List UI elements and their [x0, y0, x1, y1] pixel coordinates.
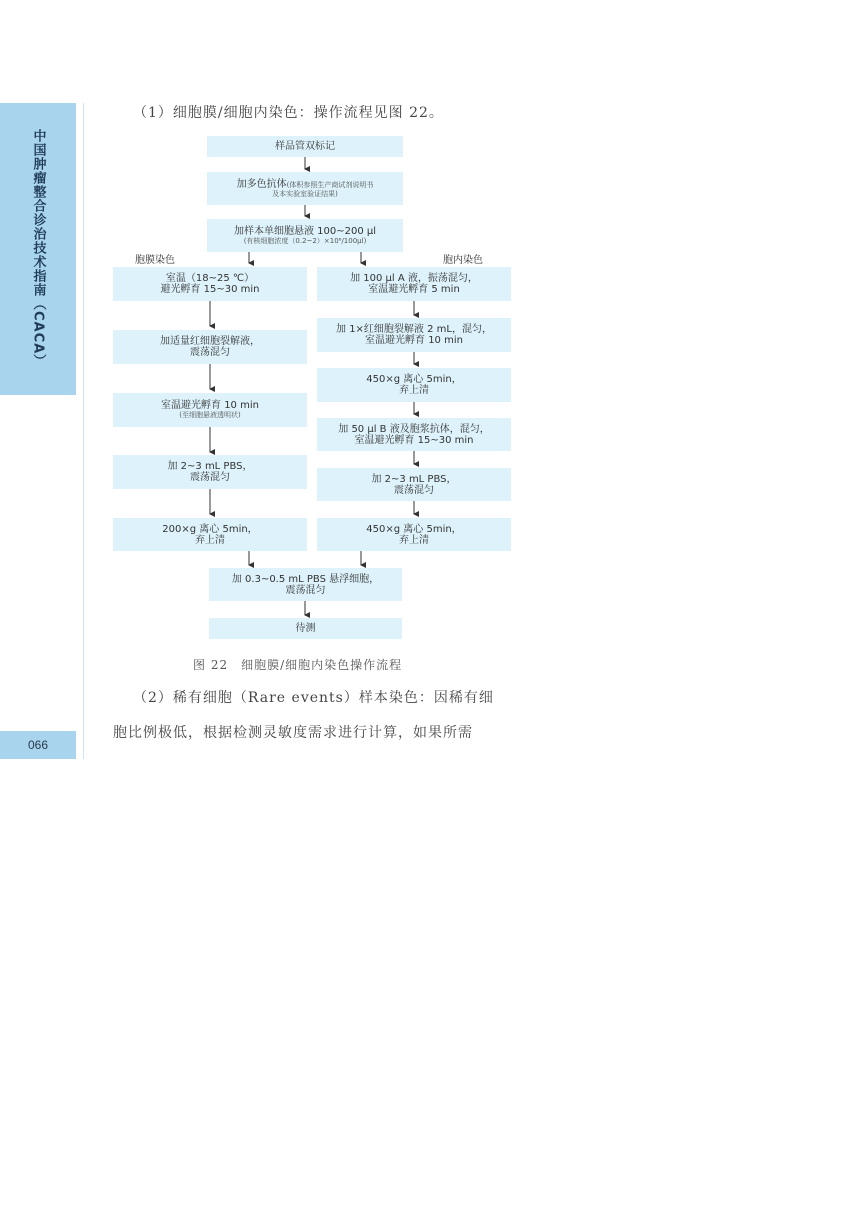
branch-label-intracellular: 胞内染色 [443, 255, 483, 266]
step-text: 震荡混匀 [190, 347, 230, 358]
step-text: 待测 [295, 623, 316, 634]
step-text: 样品管双标记 [275, 141, 335, 152]
right-step-pbs [317, 468, 511, 501]
chapter-title: 中国肿瘤整合诊治技术指南（CACA） [30, 129, 46, 369]
step-subtext: (有核细胞浓度（0.2~2）×10⁶/100μl) [243, 236, 367, 245]
left-step-pbs [113, 455, 307, 489]
flow-step-resuspend [209, 568, 402, 601]
left-step-lysis [113, 330, 307, 364]
step-text: 加 2~3 mL PBS， [371, 473, 457, 485]
branch-label-membrane: 胞膜染色 [135, 255, 175, 266]
figure-caption: 图 22 细胞膜/细胞内染色操作流程 [193, 658, 403, 672]
step-text: 室温避光孵育 5 min [368, 284, 460, 295]
step-text: 震荡混匀 [285, 584, 326, 596]
step-text: 加样本单细胞悬液 100~200 μl [233, 225, 377, 237]
flow-step-ready [209, 618, 402, 639]
step-text: 450×g 离心 5min， [366, 374, 462, 385]
page-number: 066 [0, 731, 76, 759]
left-step-centrifuge [113, 518, 307, 551]
step-text: 避光孵育 15~30 min [160, 284, 260, 295]
step-subtext: (至细胞悬液透明状) [179, 411, 241, 419]
step-text: 加 2~3 mL PBS， [167, 461, 253, 472]
step-text: 200×g 离心 5min， [162, 523, 258, 535]
intro-paragraph: （1）细胞膜/细胞内染色：操作流程见图 22。 [133, 105, 444, 121]
flow-step-antibody [207, 172, 403, 205]
flow-step-sample-tube [207, 136, 403, 157]
step-text: 弃上清 [399, 385, 429, 396]
left-step-incubate-10 [113, 393, 307, 427]
right-step-b-solution [317, 418, 511, 451]
step-text: 室温避光孵育 15~30 min [354, 434, 474, 446]
step-text: 弃上清 [195, 534, 225, 546]
right-step-centrifuge-1 [317, 368, 511, 402]
step-text: 加多色抗体(体积参照生产商试剂说明书 [236, 178, 374, 190]
step-text: 加 0.3~0.5 mL PBS 悬浮细胞， [231, 573, 380, 585]
step-text: 室温避光孵育 10 min [161, 400, 259, 411]
paragraph-line: 胞比例极低，根据检测灵敏度需求进行计算，如果所需 [113, 725, 473, 741]
right-step-centrifuge-2 [317, 518, 511, 551]
flow-step-sample-suspension [207, 219, 403, 252]
left-step-incubate [113, 267, 307, 301]
right-step-a-solution [317, 267, 511, 301]
step-text: 震荡混匀 [394, 484, 434, 496]
step-subtext: 及本实验室验证结果) [272, 189, 338, 198]
step-text: 加适量红细胞裂解液， [160, 336, 260, 347]
step-text: 室温避光孵育 10 min [365, 335, 463, 346]
right-step-lysis [317, 318, 511, 352]
step-text: 加 100 μl A 液，振荡混匀， [350, 273, 478, 284]
step-text: 450×g 离心 5min， [366, 523, 462, 535]
step-text: 室温（18~25 ℃） [165, 273, 255, 284]
step-text: 弃上清 [399, 534, 429, 546]
step-text: 震荡混匀 [190, 472, 230, 483]
paragraph-line: （2）稀有细胞（Rare events）样本染色：因稀有细 [133, 690, 494, 706]
step-text: 加 1×红细胞裂解液 2 mL，混匀， [336, 324, 492, 335]
step-text: 加 50 μl B 液及胞浆抗体，混匀， [338, 423, 490, 435]
